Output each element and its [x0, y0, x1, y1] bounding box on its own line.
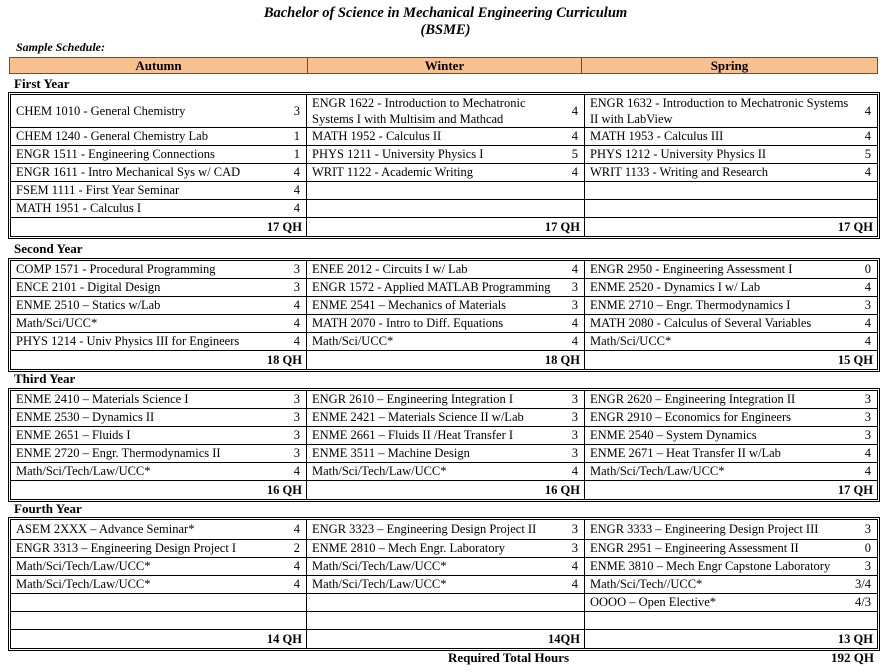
course-cell: [11, 333, 307, 351]
course-name: ENGR 3313 – Engineering Design Project I: [16, 541, 237, 555]
course-hours: 3: [864, 522, 871, 536]
course-hours: 4: [571, 165, 578, 179]
course-cell: [307, 279, 585, 297]
course-hours: 3: [571, 446, 578, 460]
course-hours: 3: [571, 298, 578, 312]
course-hours: 3: [293, 410, 300, 424]
course-hours: 3: [293, 446, 300, 460]
course-cell: [585, 612, 877, 630]
course-name: Math/Sci/Tech//UCC*: [590, 577, 703, 591]
totals-row: [11, 351, 877, 369]
term-header-winter: Winter: [308, 58, 582, 73]
table-row: [11, 409, 877, 427]
course-cell: [585, 391, 877, 409]
course-hours: 3: [864, 392, 871, 406]
course-hours: 0: [864, 541, 871, 555]
course-hours: 4/3: [855, 595, 871, 609]
course-name: ENME 2421 – Materials Science II w/Lab: [312, 410, 524, 424]
course-hours: 4: [293, 165, 300, 179]
totals-row: [11, 481, 877, 499]
course-name: ENGR 1622 - Introduction to Mechatronic Systems I with Multisim and Mathcad: [312, 96, 526, 126]
term-total: 16 QH: [544, 482, 580, 497]
course-name: ENCE 2101 - Digital Design: [16, 280, 161, 294]
course-name: ENGR 2910 – Economics for Engineers: [590, 410, 792, 424]
course-name: ENGR 2610 – Engineering Integration I: [312, 392, 513, 406]
term-total: 14 QH: [266, 631, 302, 646]
term-total: 18 QH: [266, 352, 302, 367]
course-name: ENME 2530 – Dynamics II: [16, 410, 155, 424]
course-cell: [585, 520, 877, 540]
course-name: ENME 2710 – Engr. Thermodynamics I: [590, 298, 791, 312]
course-cell: [11, 146, 307, 164]
course-name: FSEM 1111 - First Year Seminar: [16, 183, 180, 197]
course-cell: [11, 182, 307, 200]
course-hours: 4: [864, 316, 871, 330]
year-table: [8, 517, 880, 651]
table-row: [11, 200, 877, 218]
course-cell: [307, 315, 585, 333]
course-name: Math/Sci/UCC*: [16, 316, 98, 330]
term-header-row: [9, 57, 878, 74]
course-cell: [585, 558, 877, 576]
course-cell: [585, 297, 877, 315]
course-hours: 4: [293, 201, 300, 215]
table-row: [11, 261, 877, 279]
course-name: COMP 1571 - Procedural Programming: [16, 262, 216, 276]
course-name: ASEM 2XXX – Advance Seminar*: [16, 522, 195, 536]
course-hours: 4: [293, 577, 300, 591]
year-label: Third Year: [14, 371, 76, 386]
course-name: ENME 2520 - Dynamics I w/ Lab: [590, 280, 761, 294]
term-total: 16 QH: [266, 482, 302, 497]
course-hours: 3: [571, 428, 578, 442]
course-cell: [585, 540, 877, 558]
course-hours: 4: [571, 103, 578, 118]
term-total: 17 QH: [544, 219, 580, 234]
table-row: [11, 463, 877, 481]
course-cell: [11, 612, 307, 630]
table-row: [11, 391, 877, 409]
course-cell: [307, 576, 585, 594]
year-table: [8, 92, 880, 239]
page-subtitle: (BSME): [420, 22, 471, 38]
course-cell: [307, 463, 585, 481]
course-name: WRIT 1122 - Academic Writing: [312, 165, 474, 179]
course-cell: [585, 182, 877, 200]
course-name: ENEE 2012 - Circuits I w/ Lab: [312, 262, 468, 276]
course-hours: 4: [571, 464, 578, 478]
course-name: Math/Sci/Tech/Law/UCC*: [312, 464, 447, 478]
table-row: [11, 95, 877, 128]
course-hours: 3: [293, 392, 300, 406]
course-hours: 4: [293, 183, 300, 197]
course-hours: 4: [293, 522, 300, 536]
course-hours: 4: [864, 129, 871, 143]
table-row: [11, 164, 877, 182]
course-cell: [11, 391, 307, 409]
table-row: [11, 427, 877, 445]
course-cell: [307, 520, 585, 540]
table-row: [11, 520, 877, 540]
table-row: [11, 594, 877, 612]
course-name: ENME 2651 – Fluids I: [16, 428, 131, 442]
course-name: ENME 2410 – Materials Science I: [16, 392, 189, 406]
course-name: ENME 2720 – Engr. Thermodynamics II: [16, 446, 221, 460]
course-name: ENME 2671 – Heat Transfer II w/Lab: [590, 446, 781, 460]
course-cell: [11, 409, 307, 427]
course-hours: 4: [864, 165, 871, 179]
year-label: Second Year: [14, 241, 83, 256]
table-row: [11, 540, 877, 558]
course-cell: [585, 164, 877, 182]
table-row: [11, 558, 877, 576]
term-total-cell: [11, 481, 307, 499]
course-hours: 3/4: [855, 577, 871, 591]
course-cell: [11, 463, 307, 481]
course-cell: [307, 297, 585, 315]
course-hours: 3: [571, 280, 578, 294]
year-label: First Year: [14, 76, 70, 91]
course-name: ENGR 2951 – Engineering Assessment II: [590, 541, 799, 555]
course-hours: 0: [864, 262, 871, 276]
course-hours: 4: [864, 334, 871, 348]
course-hours: 4: [571, 559, 578, 573]
term-total: 15 QH: [837, 352, 873, 367]
course-cell: [307, 128, 585, 146]
term-header-spring: Spring: [710, 58, 749, 73]
course-hours: 1: [293, 129, 300, 143]
course-hours: 3: [864, 559, 871, 573]
table-row: [11, 576, 877, 594]
course-name: MATH 2080 - Calculus of Several Variables: [590, 316, 812, 330]
term-total-cell: [307, 630, 585, 648]
course-name: ENME 2661 – Fluids II /Heat Transfer I: [312, 428, 514, 442]
course-hours: 3: [293, 262, 300, 276]
course-cell: [11, 558, 307, 576]
course-name: ENME 2540 – System Dynamics: [590, 428, 757, 442]
course-hours: 4: [571, 129, 578, 143]
course-name: ENME 2810 – Mech Engr. Laboratory: [312, 541, 506, 555]
course-name: WRIT 1133 - Writing and Research: [590, 165, 769, 179]
course-name: PHYS 1212 - University Physics II: [590, 147, 767, 161]
course-hours: 4: [293, 298, 300, 312]
course-cell: [585, 576, 877, 594]
table-row: [11, 612, 877, 630]
term-total: 13 QH: [837, 631, 873, 646]
course-hours: 3: [571, 541, 578, 555]
term-total-cell: [307, 481, 585, 499]
course-hours: 4: [864, 464, 871, 478]
totals-row: [11, 630, 877, 648]
course-cell: [11, 427, 307, 445]
course-cell: [585, 594, 877, 612]
course-cell: [307, 182, 585, 200]
course-cell: [585, 200, 877, 218]
course-hours: 4: [864, 103, 871, 118]
term-total-cell: [11, 218, 307, 236]
table-row: [11, 297, 877, 315]
course-name: ENGR 3333 – Engineering Design Project III: [590, 522, 819, 536]
course-cell: [585, 128, 877, 146]
course-name: CHEM 1010 - General Chemistry: [16, 104, 186, 118]
course-cell: [307, 333, 585, 351]
course-name: Math/Sci/UCC*: [312, 334, 394, 348]
course-hours: 4: [571, 577, 578, 591]
course-hours: 3: [293, 103, 300, 118]
term-total: 17 QH: [837, 219, 873, 234]
course-hours: 3: [864, 410, 871, 424]
course-hours: 4: [293, 464, 300, 478]
course-cell: [11, 520, 307, 540]
year-table: [8, 258, 880, 372]
course-hours: 4: [571, 262, 578, 276]
term-total-cell: [585, 351, 877, 369]
course-cell: [585, 463, 877, 481]
course-name: PHYS 1211 - University Physics I: [312, 147, 484, 161]
course-cell: [307, 164, 585, 182]
course-hours: 3: [293, 428, 300, 442]
course-cell: [307, 200, 585, 218]
sample-schedule-label: Sample Schedule:: [16, 40, 105, 54]
course-cell: [11, 540, 307, 558]
totals-row: [11, 218, 877, 236]
course-cell: [307, 261, 585, 279]
course-hours: 3: [864, 428, 871, 442]
table-row: [11, 128, 877, 146]
course-cell: [585, 445, 877, 463]
course-hours: 4: [864, 280, 871, 294]
course-name: ENME 3511 – Machine Design: [312, 446, 470, 460]
course-name: Math/Sci/Tech/Law/UCC*: [312, 577, 447, 591]
course-name: Math/Sci/Tech/Law/UCC*: [590, 464, 725, 478]
required-total-value: 192 QH: [831, 650, 874, 665]
course-hours: 3: [571, 392, 578, 406]
term-total-cell: [585, 218, 877, 236]
course-cell: [11, 261, 307, 279]
course-name: MATH 1951 - Calculus I: [16, 201, 141, 215]
term-total-cell: [11, 630, 307, 648]
table-row: [11, 146, 877, 164]
course-name: Math/Sci/Tech/Law/UCC*: [16, 577, 151, 591]
term-total-cell: [307, 351, 585, 369]
course-name: MATH 1953 - Calculus III: [590, 129, 724, 143]
course-cell: [11, 297, 307, 315]
course-name: Math/Sci/UCC*: [590, 334, 672, 348]
course-cell: [307, 409, 585, 427]
course-name: ENGR 1572 - Applied MATLAB Programming: [312, 280, 551, 294]
course-cell: [585, 315, 877, 333]
course-cell: [11, 445, 307, 463]
term-header-autumn: Autumn: [10, 58, 308, 73]
course-cell: [11, 200, 307, 218]
course-name: Math/Sci/Tech/Law/UCC*: [16, 559, 151, 573]
course-hours: 5: [864, 147, 871, 161]
course-name: MATH 2070 - Intro to Diff. Equations: [312, 316, 504, 330]
course-hours: 3: [571, 522, 578, 536]
course-name: PHYS 1214 - Univ Physics III for Engineers: [16, 334, 240, 348]
course-cell: [307, 540, 585, 558]
year-table: [8, 388, 880, 502]
course-name: OOOO – Open Elective*: [590, 595, 717, 609]
term-total-cell: [585, 481, 877, 499]
year-label: Fourth Year: [14, 501, 82, 516]
course-cell: [585, 261, 877, 279]
course-name: MATH 1952 - Calculus II: [312, 129, 442, 143]
course-cell: [307, 445, 585, 463]
course-cell: [307, 558, 585, 576]
course-hours: 4: [571, 316, 578, 330]
course-cell: [585, 333, 877, 351]
course-name: ENME 3810 – Mech Engr Capstone Laboratory: [590, 559, 831, 573]
table-row: [11, 182, 877, 200]
term-total: 17 QH: [837, 482, 873, 497]
table-row: [11, 315, 877, 333]
course-cell: [585, 146, 877, 164]
term-total-cell: [585, 630, 877, 648]
course-cell: [307, 427, 585, 445]
course-name: ENGR 2620 – Engineering Integration II: [590, 392, 796, 406]
course-hours: 4: [293, 316, 300, 330]
course-hours: 3: [571, 410, 578, 424]
course-hours: 5: [571, 147, 578, 161]
course-hours: 4: [571, 334, 578, 348]
course-name: CHEM 1240 - General Chemistry Lab: [16, 129, 208, 143]
course-cell: [585, 95, 877, 128]
course-hours: 1: [293, 147, 300, 161]
required-total-label: Required Total Hours: [448, 650, 570, 665]
course-cell: [307, 594, 585, 612]
course-cell: [307, 391, 585, 409]
course-name: ENME 2541 – Mechanics of Materials: [312, 298, 507, 312]
term-total: 18 QH: [544, 352, 580, 367]
course-cell: [11, 128, 307, 146]
course-cell: [11, 164, 307, 182]
course-cell: [11, 315, 307, 333]
course-hours: 4: [864, 446, 871, 460]
table-row: [11, 445, 877, 463]
term-total-cell: [307, 218, 585, 236]
table-row: [11, 333, 877, 351]
page-title: Bachelor of Science in Mechanical Engineering Curriculum: [263, 5, 628, 21]
course-cell: [585, 409, 877, 427]
course-hours: 4: [293, 334, 300, 348]
course-cell: [585, 427, 877, 445]
course-hours: 2: [293, 541, 300, 555]
course-cell: [11, 594, 307, 612]
course-name: ENGR 1632 - Introduction to Mechatronic Systems II with LabView: [590, 96, 849, 126]
course-cell: [307, 146, 585, 164]
course-hours: 3: [293, 280, 300, 294]
course-name: ENGR 2950 - Engineering Assessment I: [590, 262, 793, 276]
course-cell: [11, 95, 307, 128]
term-total: 14QH: [548, 631, 580, 646]
course-name: ENGR 3323 – Engineering Design Project II: [312, 522, 537, 536]
course-name: ENGR 1611 - Intro Mechanical Sys w/ CAD: [16, 165, 241, 179]
course-cell: [11, 576, 307, 594]
term-total: 17 QH: [266, 219, 302, 234]
course-name: ENME 2510 – Statics w/Lab: [16, 298, 161, 312]
course-cell: [11, 279, 307, 297]
course-name: Math/Sci/Tech/Law/UCC*: [16, 464, 151, 478]
term-total-cell: [11, 351, 307, 369]
course-cell: [585, 279, 877, 297]
course-name: Math/Sci/Tech/Law/UCC*: [312, 559, 447, 573]
course-cell: [307, 95, 585, 128]
course-cell: [307, 612, 585, 630]
table-row: [11, 279, 877, 297]
course-hours: 3: [864, 298, 871, 312]
course-hours: 4: [293, 559, 300, 573]
course-name: ENGR 1511 - Engineering Connections: [16, 147, 215, 161]
